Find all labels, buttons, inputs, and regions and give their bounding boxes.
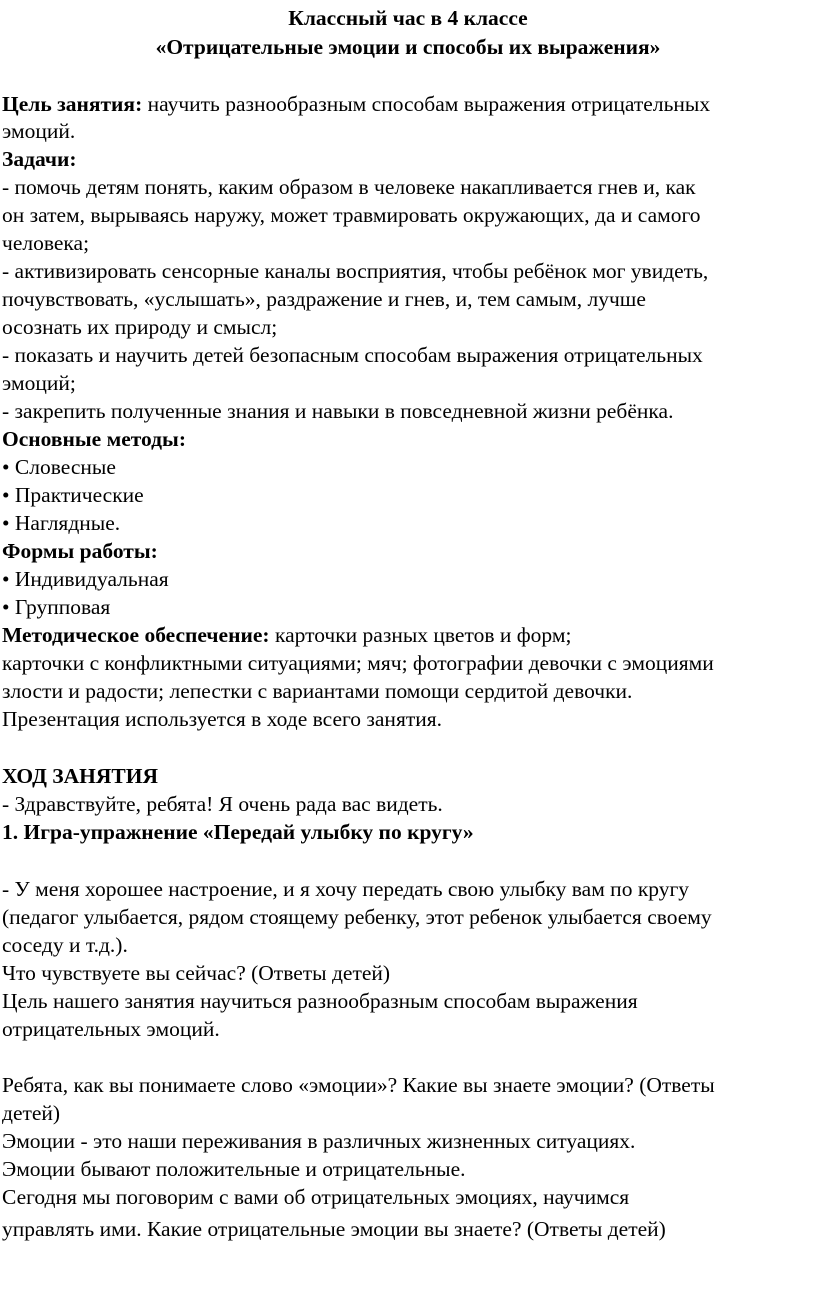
goal-text-line-2: эмоций.	[2, 119, 76, 143]
title-line-2: «Отрицательные эмоции и способы их выражения»	[155, 35, 661, 59]
goal-paragraph	[2, 90, 710, 118]
support-text: карточки разных цветов и форм;	[269, 623, 572, 647]
para1-line: (педагог улыбается, рядом стоящему ребенку, этот ребенок улыбается своему	[2, 905, 712, 929]
para2-line: управлять ими. Какие отрицательные эмоции вы знаете? (Ответы детей)	[2, 1217, 666, 1241]
tasks-line: эмоций;	[2, 371, 76, 395]
methods-item: • Практические	[2, 483, 144, 507]
tasks-line: человека;	[2, 231, 90, 255]
tasks-line: - закрепить полученные знания и навыки в повседневной жизни ребёнка.	[2, 399, 674, 423]
para1-line: соседу и т.д.).	[2, 933, 128, 957]
tasks-heading: Задачи:	[2, 147, 77, 171]
support-line: Презентация используется в ходе всего занятия.	[2, 707, 442, 731]
goal-text: научить разнообразным способам выражения отрицательных	[142, 92, 711, 116]
para1-line: - У меня хорошее настроение, и я хочу передать свою улыбку вам по кругу	[2, 877, 690, 901]
goal-label: Цель занятия:	[2, 92, 143, 116]
methods-heading: Основные методы:	[2, 427, 186, 451]
tasks-line: он затем, вырываясь наружу, может травмировать окружающих, да и самого	[2, 203, 701, 227]
tasks-line: - активизировать сенсорные каналы восприятия, чтобы ребёнок мог увидеть,	[2, 259, 709, 283]
methods-item: • Словесные	[2, 455, 116, 479]
forms-heading: Формы работы:	[2, 539, 158, 563]
para1-line: Цель нашего занятия научиться разнообразным способам выражения	[2, 989, 638, 1013]
forms-item: • Индивидуальная	[2, 567, 169, 591]
course-heading: ХОД ЗАНЯТИЯ	[2, 764, 158, 788]
game-title: 1. Игра-упражнение «Передай улыбку по кругу»	[2, 820, 474, 844]
tasks-line: - помочь детям понять, каким образом в человеке накапливается гнев и, как	[2, 175, 696, 199]
para2-line: Эмоции - это наши переживания в различных жизненных ситуациях.	[2, 1129, 636, 1153]
para2-line: Ребята, как вы понимаете слово «эмоции»? Какие вы знаете эмоции? (Ответы	[2, 1073, 715, 1097]
tasks-line: осознать их природу и смысл;	[2, 315, 278, 339]
support-line: злости и радости; лепестки с вариантами помощи сердитой девочки.	[2, 679, 633, 703]
title-line-1: Классный час в 4 классе	[288, 6, 528, 30]
tasks-line: почувствовать, «услышать», раздражение и гнев, и, тем самым, лучше	[2, 287, 646, 311]
greeting-line: - Здравствуйте, ребята! Я очень рада вас видеть.	[2, 792, 443, 816]
support-label: Методическое обеспечение:	[2, 623, 270, 647]
para1-line: отрицательных эмоций.	[2, 1017, 220, 1041]
support-line: карточки с конфликтными ситуациями; мяч; фотографии девочки с эмоциями	[2, 651, 714, 675]
para2-line: Сегодня мы поговорим с вами об отрицательных эмоциях, научимся	[2, 1185, 630, 1209]
methods-item: • Наглядные.	[2, 511, 121, 535]
tasks-line: - показать и научить детей безопасным способам выражения отрицательных	[2, 343, 703, 367]
support-paragraph	[2, 621, 571, 649]
para2-line: Эмоции бывают положительные и отрицательные.	[2, 1157, 466, 1181]
para1-line: Что чувствуете вы сейчас? (Ответы детей)	[2, 961, 391, 985]
forms-item: • Групповая	[2, 595, 111, 619]
para2-line: детей)	[2, 1101, 61, 1125]
